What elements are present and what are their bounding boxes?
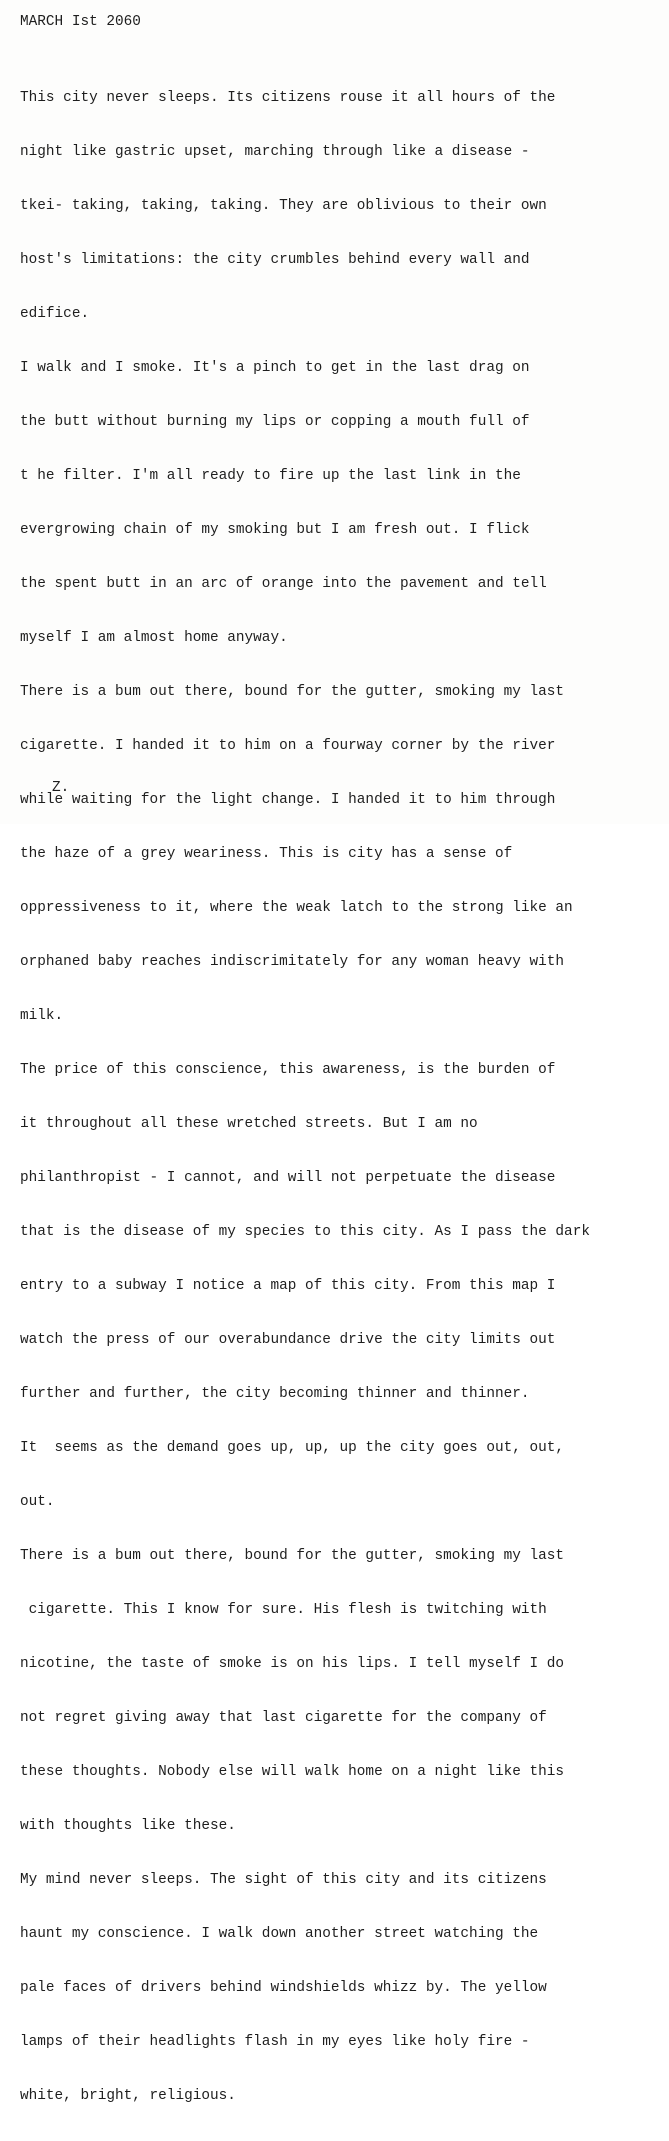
text-line: that is the disease of my species to this city. As I pass the dark [20,1224,590,1240]
text-line: with thoughts like these. [20,1818,236,1834]
text-line: t he filter. I'm all ready to fire up the last link in the [20,468,521,484]
text-line: not regret giving away that last cigarette for the company of [20,1710,547,1726]
text-line: The price of this conscience, this awareness, is the burden of [20,1062,556,1078]
text-line: lamps of their headlights flash in my eyes like holy fire - [20,2034,530,2050]
text-line: There is a bum out there, bound for the gutter, smoking my last [20,1548,565,1564]
signature: Z. [52,780,70,796]
text-line: haunt my conscience. I walk down another street watching the [20,1926,539,1942]
text-line: philanthropist - I cannot, and will not perpetuate the disease [20,1170,556,1186]
text-line: There is a bum out there, bound for the gutter, smoking my last [20,684,565,700]
text-line: tkei- taking, taking, taking. They are oblivious to their own [20,198,547,214]
text-line: entry to a subway I notice a map of this city. From this map I [20,1278,556,1294]
text-line: out. [20,1494,55,1510]
text-line: it throughout all these wretched streets. But I am no [20,1116,478,1132]
text-line: further and further, the city becoming thinner and thinner. [20,1386,530,1402]
text-line: these thoughts. Nobody else will walk home on a night like this [20,1764,565,1780]
text-line: milk. [20,1008,64,1024]
text-line: evergrowing chain of my smoking but I am fresh out. I flick [20,522,530,538]
text-line: nicotine, the taste of smoke is on his lips. I tell myself I do [20,1656,565,1672]
text-line: This city never sleeps. Its citizens rouse it all hours of the [20,90,556,106]
text-line: pale faces of drivers behind windshields whizz by. The yellow [20,1980,547,1996]
text-line: oppressiveness to it, where the weak latch to the strong like an [20,900,573,916]
text-line: watch the press of our overabundance drive the city limits out [20,1332,556,1348]
text-line: the butt without burning my lips or copping a mouth full of [20,414,530,430]
text-line: orphaned baby reaches indiscrimitately for any woman heavy with [20,954,565,970]
text-line: cigarette. This I know for sure. His flesh is twitching with [20,1602,547,1618]
text-line: edifice. [20,306,90,322]
text-line: the spent butt in an arc of orange into the pavement and tell [20,576,547,592]
document-body [20,53,590,2141]
text-line: cigarette. I handed it to him on a fourway corner by the river [20,738,556,754]
text-line: It seems as the demand goes up, up, up the city goes out, out, [20,1440,565,1456]
text-line: while waiting for the light change. I handed it to him through [20,792,556,808]
text-line: myself I am almost home anyway. [20,630,288,646]
text-line: night like gastric upset, marching through like a disease - [20,144,530,160]
text-line: white, bright, religious. [20,2088,236,2104]
text-line: My mind never sleeps. The sight of this city and its citizens [20,1872,547,1888]
text-line: I walk and I smoke. It's a pinch to get in the last drag on [20,360,530,376]
document-date: MARCH Ist 2060 [20,14,141,30]
text-line: the haze of a grey weariness. This is city has a sense of [20,846,513,862]
text-line: host's limitations: the city crumbles behind every wall and [20,252,530,268]
